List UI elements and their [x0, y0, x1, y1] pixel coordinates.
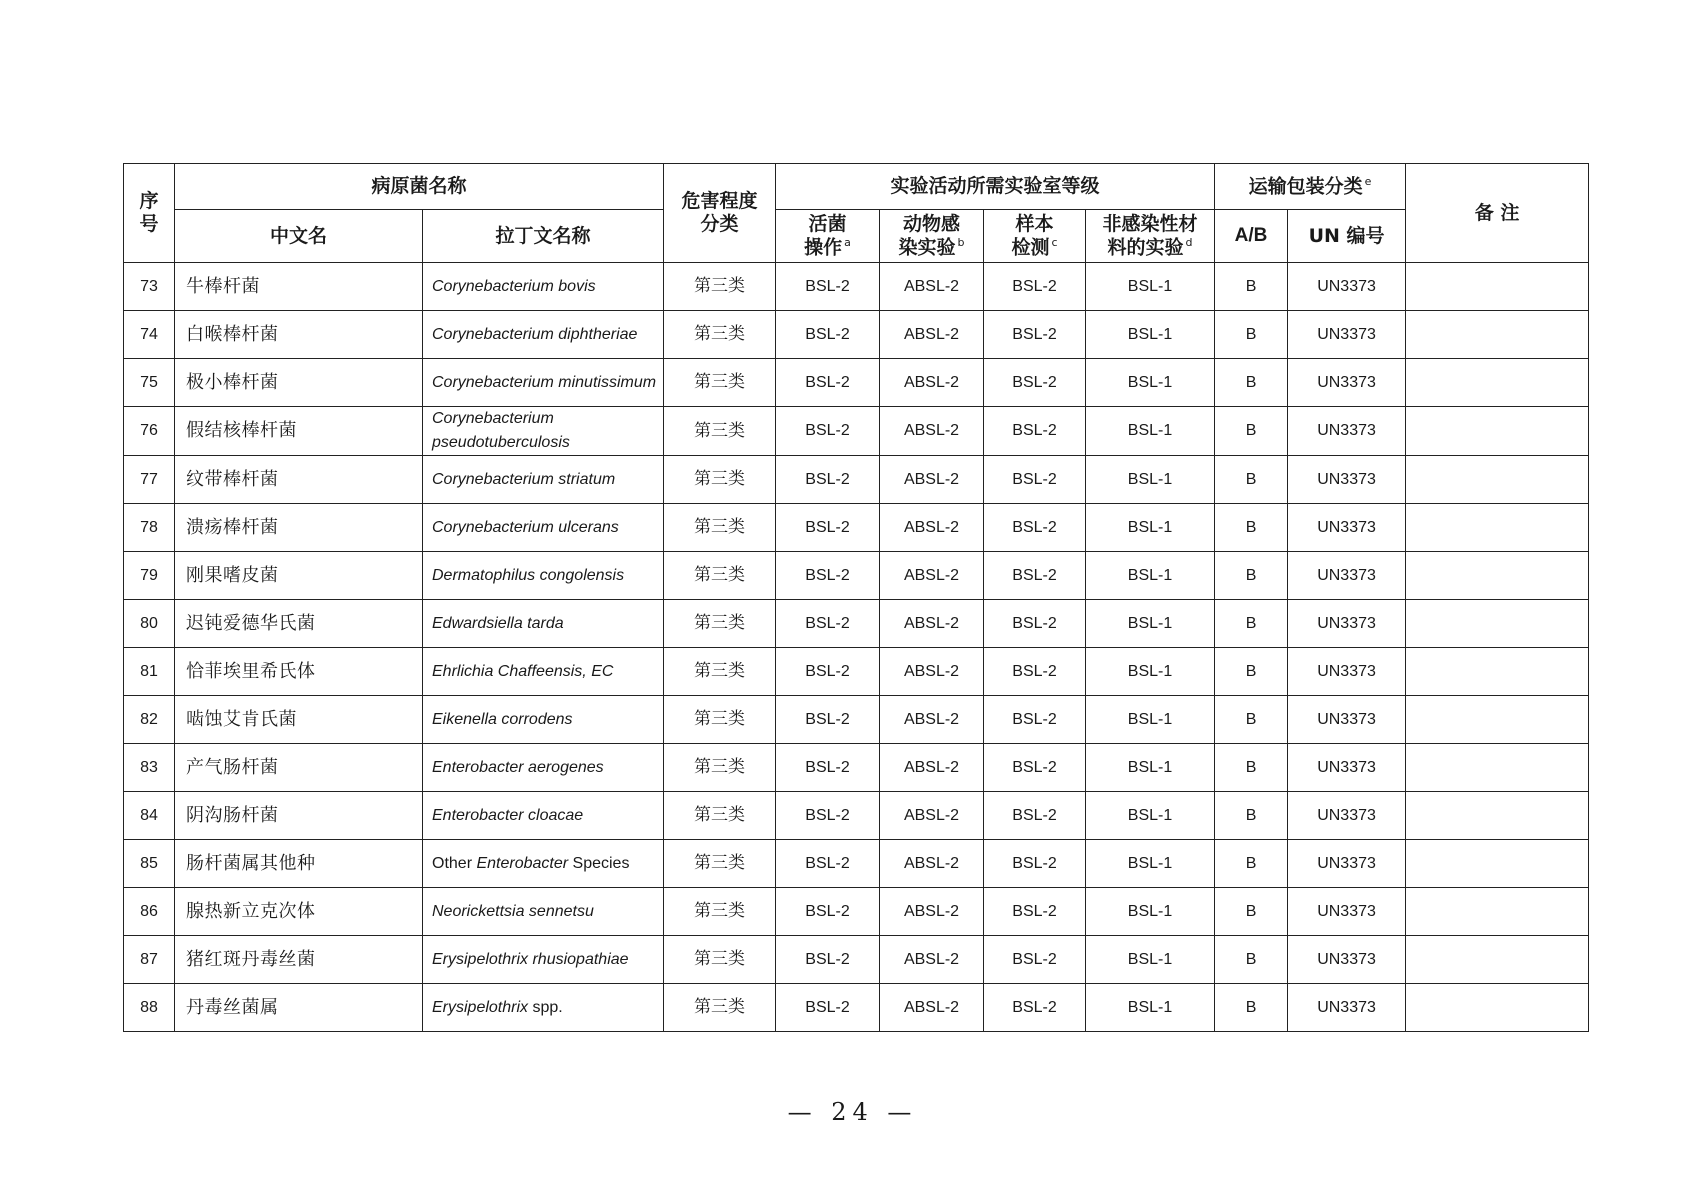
cell-remarks	[1406, 696, 1589, 744]
cell-sample-test: BSL-2	[984, 984, 1086, 1032]
table-row	[124, 263, 1589, 311]
header-live-culture-label: 活菌操作	[804, 213, 847, 259]
cell-hazard: 第三类	[664, 648, 776, 696]
cell-sample-test: BSL-2	[984, 263, 1086, 311]
cell-sample-test: BSL-2	[984, 744, 1086, 792]
table-body	[124, 263, 1589, 1032]
cell-hazard: 第三类	[664, 936, 776, 984]
cell-live-culture: BSL-2	[776, 936, 880, 984]
cell-latin-name: Corynebacterium striatum	[423, 456, 664, 504]
table-row	[124, 648, 1589, 696]
cell-live-culture: BSL-2	[776, 407, 880, 456]
cell-un-number: UN3373	[1288, 696, 1406, 744]
cell-sample-test: BSL-2	[984, 840, 1086, 888]
cell-chinese-name: 丹毒丝菌属	[175, 984, 423, 1032]
cell-seq: 78	[124, 504, 175, 552]
cell-ab: B	[1215, 311, 1288, 359]
table-row	[124, 984, 1589, 1032]
cell-sample-test: BSL-2	[984, 359, 1086, 407]
cell-animal-infection: ABSL-2	[880, 504, 984, 552]
cell-seq: 84	[124, 792, 175, 840]
cell-seq: 85	[124, 840, 175, 888]
cell-un-number: UN3373	[1288, 984, 1406, 1032]
header-sample-test-footnote: c	[1051, 235, 1058, 249]
cell-chinese-name: 产气肠杆菌	[175, 744, 423, 792]
cell-chinese-name: 溃疡棒杆菌	[175, 504, 423, 552]
cell-remarks	[1406, 936, 1589, 984]
cell-remarks	[1406, 456, 1589, 504]
cell-hazard: 第三类	[664, 311, 776, 359]
cell-latin-name: Erysipelothrix spp.	[423, 984, 664, 1032]
page-number: — 24 —	[787, 1098, 918, 1126]
cell-animal-infection: ABSL-2	[880, 456, 984, 504]
cell-un-number: UN3373	[1288, 936, 1406, 984]
cell-chinese-name: 纹带棒杆菌	[175, 456, 423, 504]
cell-remarks	[1406, 407, 1589, 456]
cell-animal-infection: ABSL-2	[880, 984, 984, 1032]
cell-sample-test: BSL-2	[984, 456, 1086, 504]
header-lab-level: 实验活动所需实验室等级	[776, 164, 1215, 210]
cell-un-number: UN3373	[1288, 504, 1406, 552]
cell-non-infectious: BSL-1	[1086, 359, 1215, 407]
header-transport-footnote: e	[1364, 174, 1372, 188]
cell-hazard: 第三类	[664, 504, 776, 552]
header-remarks: 备 注	[1406, 164, 1589, 263]
cell-chinese-name: 极小棒杆菌	[175, 359, 423, 407]
cell-sample-test: BSL-2	[984, 504, 1086, 552]
header-sample-test-label: 样本检测	[1011, 213, 1054, 259]
cell-remarks	[1406, 359, 1589, 407]
table-row	[124, 456, 1589, 504]
cell-seq: 80	[124, 600, 175, 648]
header-live-culture	[776, 210, 880, 263]
cell-latin-name: Other Enterobacter Species	[423, 840, 664, 888]
cell-sample-test: BSL-2	[984, 936, 1086, 984]
table-row	[124, 600, 1589, 648]
cell-live-culture: BSL-2	[776, 648, 880, 696]
cell-sample-test: BSL-2	[984, 552, 1086, 600]
header-seq: 序号	[124, 164, 175, 263]
cell-ab: B	[1215, 552, 1288, 600]
cell-chinese-name: 肠杆菌属其他种	[175, 840, 423, 888]
cell-hazard: 第三类	[664, 888, 776, 936]
cell-latin-name: Neorickettsia sennetsu	[423, 888, 664, 936]
cell-un-number: UN3373	[1288, 407, 1406, 456]
cell-non-infectious: BSL-1	[1086, 263, 1215, 311]
cell-non-infectious: BSL-1	[1086, 936, 1215, 984]
cell-hazard: 第三类	[664, 744, 776, 792]
header-un-number: UN 编号	[1288, 210, 1406, 263]
pathogen-table	[123, 163, 1589, 1032]
cell-sample-test: BSL-2	[984, 648, 1086, 696]
cell-animal-infection: ABSL-2	[880, 263, 984, 311]
cell-non-infectious: BSL-1	[1086, 311, 1215, 359]
table-row	[124, 792, 1589, 840]
cell-seq: 82	[124, 696, 175, 744]
table-row	[124, 311, 1589, 359]
cell-un-number: UN3373	[1288, 311, 1406, 359]
cell-live-culture: BSL-2	[776, 311, 880, 359]
cell-chinese-name: 假结核棒杆菌	[175, 407, 423, 456]
cell-remarks	[1406, 263, 1589, 311]
header-animal-infection	[880, 210, 984, 263]
cell-animal-infection: ABSL-2	[880, 840, 984, 888]
table-row	[124, 840, 1589, 888]
table-row	[124, 552, 1589, 600]
cell-live-culture: BSL-2	[776, 504, 880, 552]
cell-seq: 83	[124, 744, 175, 792]
cell-seq: 76	[124, 407, 175, 456]
cell-live-culture: BSL-2	[776, 456, 880, 504]
cell-live-culture: BSL-2	[776, 552, 880, 600]
cell-live-culture: BSL-2	[776, 263, 880, 311]
cell-un-number: UN3373	[1288, 840, 1406, 888]
cell-seq: 87	[124, 936, 175, 984]
cell-remarks	[1406, 888, 1589, 936]
cell-non-infectious: BSL-1	[1086, 984, 1215, 1032]
header-chinese-name: 中文名	[175, 210, 423, 263]
cell-seq: 75	[124, 359, 175, 407]
cell-hazard: 第三类	[664, 359, 776, 407]
cell-sample-test: BSL-2	[984, 888, 1086, 936]
cell-ab: B	[1215, 936, 1288, 984]
cell-remarks	[1406, 552, 1589, 600]
cell-ab: B	[1215, 840, 1288, 888]
cell-un-number: UN3373	[1288, 744, 1406, 792]
cell-un-number: UN3373	[1288, 792, 1406, 840]
cell-non-infectious: BSL-1	[1086, 840, 1215, 888]
cell-hazard: 第三类	[664, 984, 776, 1032]
header-sample-test	[984, 210, 1086, 263]
cell-live-culture: BSL-2	[776, 888, 880, 936]
cell-latin-name: Enterobacter cloacae	[423, 792, 664, 840]
cell-chinese-name: 啮蚀艾肯氏菌	[175, 696, 423, 744]
cell-animal-infection: ABSL-2	[880, 600, 984, 648]
header-non-infectious-footnote: d	[1185, 235, 1193, 249]
header-animal-infection-label: 动物感染实验	[898, 213, 961, 259]
cell-ab: B	[1215, 792, 1288, 840]
cell-latin-name: Corynebacterium ulcerans	[423, 504, 664, 552]
cell-ab: B	[1215, 456, 1288, 504]
cell-remarks	[1406, 504, 1589, 552]
cell-hazard: 第三类	[664, 552, 776, 600]
cell-live-culture: BSL-2	[776, 359, 880, 407]
cell-ab: B	[1215, 359, 1288, 407]
table-row	[124, 936, 1589, 984]
table-header	[124, 164, 1589, 263]
cell-latin-name: Corynebacterium minutissimum	[423, 359, 664, 407]
header-animal-infection-footnote: b	[957, 235, 965, 249]
cell-live-culture: BSL-2	[776, 600, 880, 648]
cell-non-infectious: BSL-1	[1086, 696, 1215, 744]
table-row	[124, 696, 1589, 744]
cell-latin-name: Eikenella corrodens	[423, 696, 664, 744]
cell-un-number: UN3373	[1288, 888, 1406, 936]
cell-non-infectious: BSL-1	[1086, 407, 1215, 456]
table-row	[124, 744, 1589, 792]
cell-un-number: UN3373	[1288, 263, 1406, 311]
cell-non-infectious: BSL-1	[1086, 648, 1215, 696]
cell-ab: B	[1215, 744, 1288, 792]
header-non-infectious	[1086, 210, 1215, 263]
cell-non-infectious: BSL-1	[1086, 504, 1215, 552]
cell-chinese-name: 猪红斑丹毒丝菌	[175, 936, 423, 984]
cell-animal-infection: ABSL-2	[880, 359, 984, 407]
cell-non-infectious: BSL-1	[1086, 552, 1215, 600]
cell-chinese-name: 白喉棒杆菌	[175, 311, 423, 359]
cell-live-culture: BSL-2	[776, 696, 880, 744]
cell-live-culture: BSL-2	[776, 984, 880, 1032]
table-row	[124, 504, 1589, 552]
table-row	[124, 359, 1589, 407]
cell-ab: B	[1215, 648, 1288, 696]
cell-hazard: 第三类	[664, 407, 776, 456]
cell-seq: 77	[124, 456, 175, 504]
cell-remarks	[1406, 840, 1589, 888]
cell-sample-test: BSL-2	[984, 792, 1086, 840]
cell-latin-name: Corynebacterium bovis	[423, 263, 664, 311]
cell-remarks	[1406, 648, 1589, 696]
cell-animal-infection: ABSL-2	[880, 792, 984, 840]
cell-animal-infection: ABSL-2	[880, 744, 984, 792]
cell-un-number: UN3373	[1288, 359, 1406, 407]
header-non-infectious-label: 非感染性材料的实验	[1102, 213, 1198, 259]
cell-latin-name: Edwardsiella tarda	[423, 600, 664, 648]
cell-latin-name: Erysipelothrix rhusiopathiae	[423, 936, 664, 984]
cell-ab: B	[1215, 888, 1288, 936]
cell-remarks	[1406, 311, 1589, 359]
cell-latin-name: Corynebacterium pseudotuberculosis	[423, 407, 664, 456]
header-ab: A/B	[1215, 210, 1288, 263]
cell-ab: B	[1215, 600, 1288, 648]
cell-chinese-name: 迟钝爱德华氏菌	[175, 600, 423, 648]
cell-hazard: 第三类	[664, 263, 776, 311]
cell-chinese-name: 阴沟肠杆菌	[175, 792, 423, 840]
cell-seq: 88	[124, 984, 175, 1032]
cell-hazard: 第三类	[664, 840, 776, 888]
cell-ab: B	[1215, 504, 1288, 552]
cell-sample-test: BSL-2	[984, 311, 1086, 359]
header-transport	[1215, 164, 1406, 210]
cell-remarks	[1406, 792, 1589, 840]
cell-remarks	[1406, 984, 1589, 1032]
cell-sample-test: BSL-2	[984, 696, 1086, 744]
cell-live-culture: BSL-2	[776, 792, 880, 840]
header-pathogen-name: 病原菌名称	[175, 164, 664, 210]
cell-animal-infection: ABSL-2	[880, 888, 984, 936]
cell-seq: 86	[124, 888, 175, 936]
cell-chinese-name: 牛棒杆菌	[175, 263, 423, 311]
table-row	[124, 888, 1589, 936]
cell-non-infectious: BSL-1	[1086, 792, 1215, 840]
cell-un-number: UN3373	[1288, 600, 1406, 648]
header-hazard: 危害程度分类	[664, 164, 776, 263]
cell-sample-test: BSL-2	[984, 407, 1086, 456]
cell-hazard: 第三类	[664, 600, 776, 648]
cell-live-culture: BSL-2	[776, 744, 880, 792]
cell-hazard: 第三类	[664, 696, 776, 744]
cell-live-culture: BSL-2	[776, 840, 880, 888]
cell-animal-infection: ABSL-2	[880, 648, 984, 696]
cell-ab: B	[1215, 696, 1288, 744]
cell-non-infectious: BSL-1	[1086, 456, 1215, 504]
cell-ab: B	[1215, 984, 1288, 1032]
cell-seq: 73	[124, 263, 175, 311]
cell-animal-infection: ABSL-2	[880, 696, 984, 744]
cell-chinese-name: 恰菲埃里希氏体	[175, 648, 423, 696]
cell-latin-name: Enterobacter aerogenes	[423, 744, 664, 792]
cell-hazard: 第三类	[664, 456, 776, 504]
cell-seq: 81	[124, 648, 175, 696]
header-transport-label: 运输包装分类	[1248, 175, 1363, 198]
cell-seq: 79	[124, 552, 175, 600]
cell-animal-infection: ABSL-2	[880, 936, 984, 984]
cell-non-infectious: BSL-1	[1086, 744, 1215, 792]
cell-remarks	[1406, 744, 1589, 792]
cell-un-number: UN3373	[1288, 648, 1406, 696]
cell-animal-infection: ABSL-2	[880, 311, 984, 359]
cell-hazard: 第三类	[664, 792, 776, 840]
cell-un-number: UN3373	[1288, 552, 1406, 600]
cell-ab: B	[1215, 407, 1288, 456]
cell-un-number: UN3373	[1288, 456, 1406, 504]
cell-latin-name: Dermatophilus congolensis	[423, 552, 664, 600]
cell-sample-test: BSL-2	[984, 600, 1086, 648]
cell-non-infectious: BSL-1	[1086, 888, 1215, 936]
cell-ab: B	[1215, 263, 1288, 311]
header-latin-name: 拉丁文名称	[423, 210, 664, 263]
cell-animal-infection: ABSL-2	[880, 552, 984, 600]
header-live-culture-footnote: a	[844, 235, 851, 249]
cell-latin-name: Corynebacterium diphtheriae	[423, 311, 664, 359]
cell-chinese-name: 刚果嗜皮菌	[175, 552, 423, 600]
cell-remarks	[1406, 600, 1589, 648]
cell-chinese-name: 腺热新立克次体	[175, 888, 423, 936]
cell-seq: 74	[124, 311, 175, 359]
cell-non-infectious: BSL-1	[1086, 600, 1215, 648]
cell-animal-infection: ABSL-2	[880, 407, 984, 456]
table-row	[124, 407, 1589, 456]
cell-latin-name: Ehrlichia Chaffeensis, EC	[423, 648, 664, 696]
